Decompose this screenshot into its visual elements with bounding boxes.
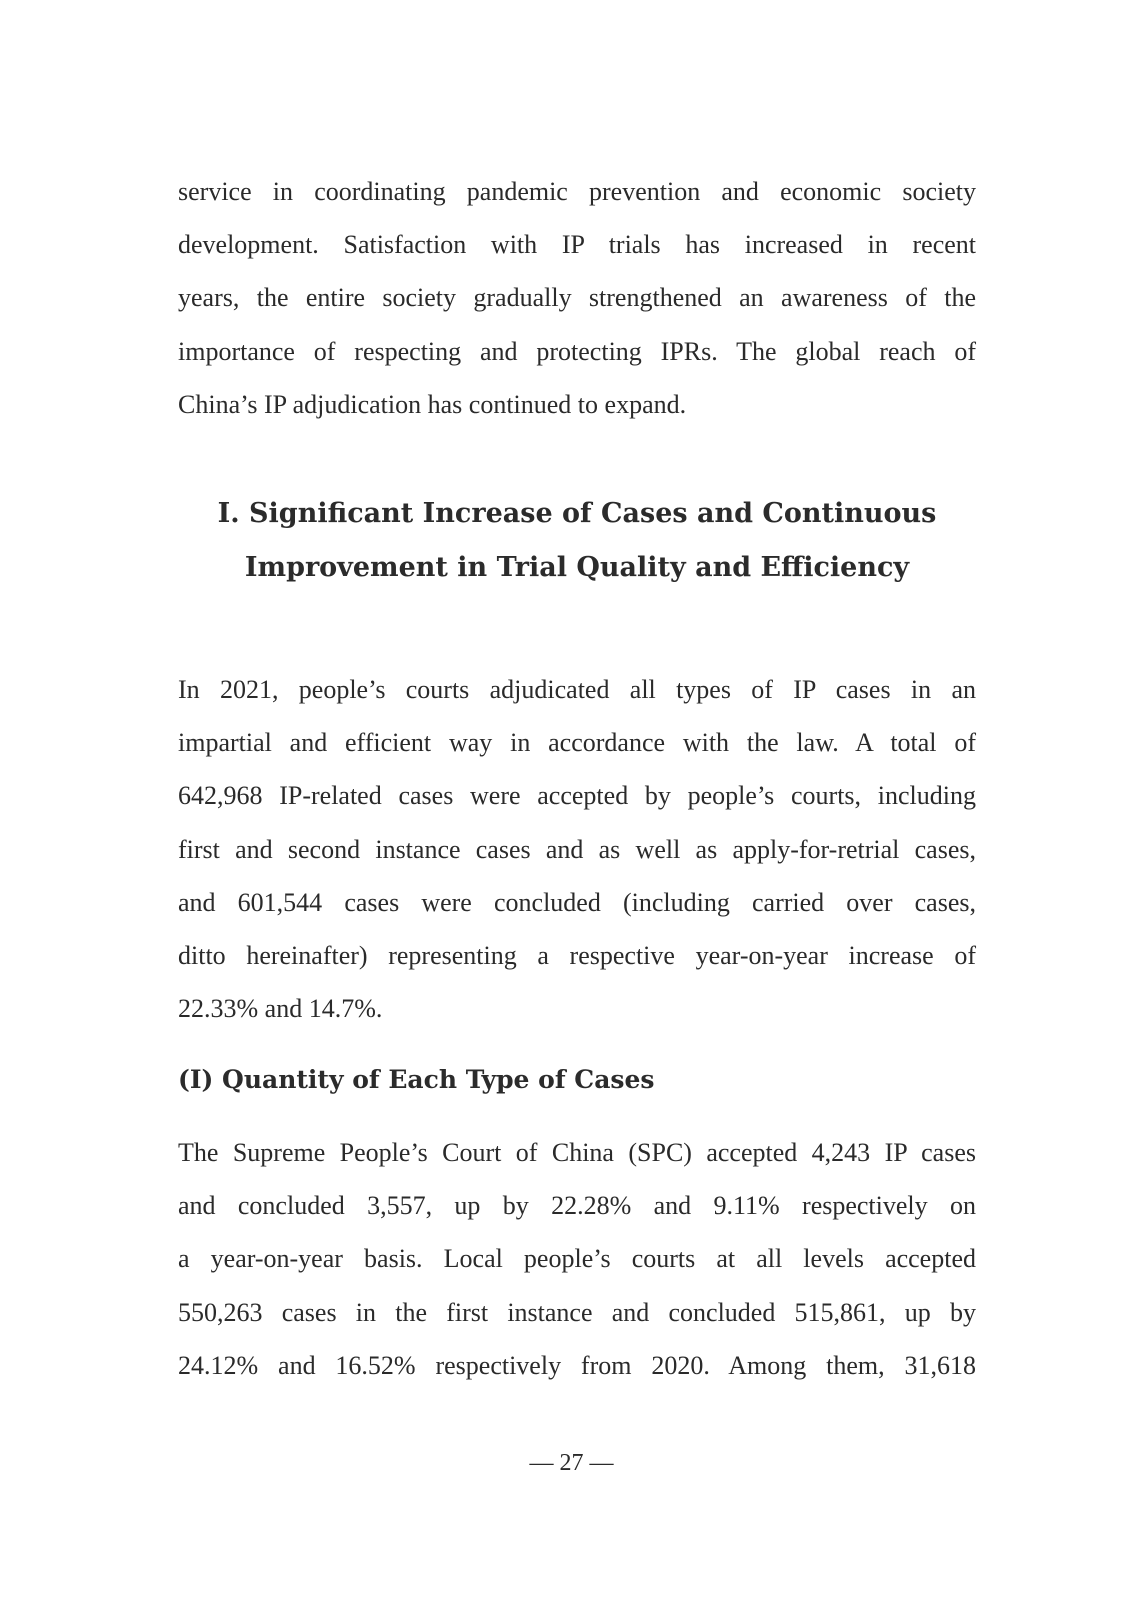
paragraph1-line-7: 22.33% and 14.7%.: [178, 994, 383, 1024]
section-heading-line-1: I. Significant Increase of Cases and Continuous: [217, 498, 937, 529]
intro-paragraph: [178, 165, 976, 431]
paragraph1-line-4: first and second instance cases and as well as apply-for-retrial cases,: [178, 834, 976, 864]
paragraph2-line-5: 24.12% and 16.52% respectively from 2020. Among them, 31,618: [178, 1350, 976, 1380]
page-number: — 27 —: [529, 1450, 614, 1476]
paragraph2-line-3: a year-on-year basis. Local people’s courts at all levels accepted: [178, 1244, 976, 1274]
paragraph1-line-2: impartial and efficient way in accordance with the law. A total of: [178, 728, 976, 758]
paragraph1-line-1: In 2021, people’s courts adjudicated all types of IP cases in an: [178, 675, 976, 704]
paragraph1-line-3: 642,968 IP-related cases were accepted by people’s courts, including: [178, 781, 976, 811]
section-heading: [178, 487, 976, 595]
paragraph-spc-cases: [178, 1126, 976, 1392]
paragraph1-line-6: ditto hereinafter) representing a respective year-on-year increase of: [178, 941, 976, 971]
paragraph2-line-1: The Supreme People’s Court of China (SPC) accepted 4,243 IP cases: [178, 1138, 976, 1167]
paragraph2-line-4: 550,263 cases in the first instance and concluded 515,861, up by: [178, 1297, 976, 1327]
intro-line-2: development. Satisfaction with IP trials has increased in recent: [178, 230, 976, 260]
paragraph2-line-2: and concluded 3,557, up by 22.28% and 9.11% respectively on: [178, 1191, 976, 1221]
intro-line-1: service in coordinating pandemic prevention and economic society: [178, 177, 976, 206]
paragraph-case-totals: [178, 663, 976, 1035]
section-heading-line-2: Improvement in Trial Quality and Efficiency: [244, 552, 910, 583]
intro-line-4: importance of respecting and protecting IPRs. The global reach of: [178, 336, 976, 366]
intro-line-3: years, the entire society gradually strengthened an awareness of the: [178, 283, 976, 313]
paragraph1-line-5: and 601,544 cases were concluded (including carried over cases,: [178, 887, 976, 917]
subsection-heading: (I) Quantity of Each Type of Cases: [178, 1065, 655, 1094]
intro-line-5: China’s IP adjudication has continued to expand.: [178, 389, 687, 419]
